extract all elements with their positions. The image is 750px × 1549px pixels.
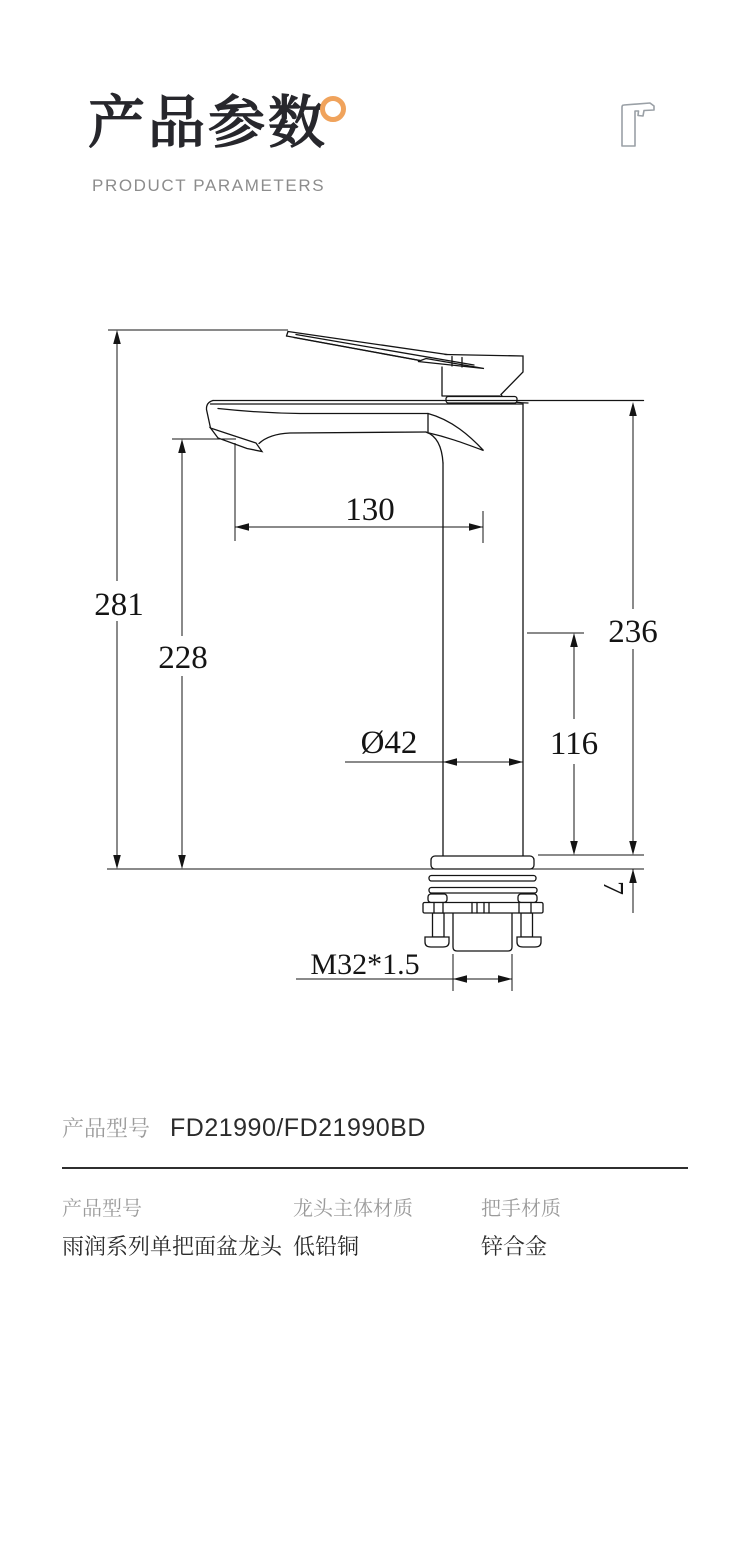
- dim-text-base-plate: 7: [597, 881, 628, 895]
- base-flange: [431, 856, 534, 869]
- spec-label: 把手材质: [481, 1198, 561, 1220]
- spec-label: 龙头主体材质: [293, 1198, 413, 1220]
- model-number-row: [62, 1112, 426, 1143]
- spout-body-curve: [427, 414, 484, 451]
- page-title: 产品参数: [88, 91, 328, 155]
- model-number-label: 产品型号: [62, 1116, 151, 1141]
- dim-text-thread-spec: M32*1.5: [310, 948, 420, 981]
- spec-column-model: [62, 1192, 282, 1261]
- spec-column-body-material: [293, 1192, 413, 1261]
- dim-text-upper-section: 116: [549, 726, 599, 762]
- spec-value: 雨润系列单把面盆龙头: [62, 1234, 283, 1259]
- dim-text-outlet-height: 228: [158, 640, 208, 676]
- threaded-shank: [453, 913, 512, 951]
- handle-body: [445, 355, 523, 395]
- dim-text-spout-reach: 130: [345, 492, 395, 528]
- spec-label: 产品型号: [62, 1198, 142, 1220]
- page-subtitle: PRODUCT PARAMETERS: [92, 176, 326, 195]
- spec-value: 低铅铜: [293, 1234, 360, 1259]
- model-number-value: FD21990/FD21990BD: [170, 1114, 426, 1142]
- section-divider: [62, 1167, 688, 1169]
- handle-pedestal: [446, 397, 517, 404]
- spec-value: 锌合金: [481, 1234, 548, 1259]
- dim-text-diameter: Ø42: [360, 725, 418, 761]
- dim-text-overall-height: 281: [94, 587, 144, 623]
- washer-plate-2: [429, 888, 537, 894]
- spec-column-handle-material: [481, 1192, 561, 1261]
- washer-plate-1: [429, 876, 536, 882]
- mount-screw-left: [433, 913, 445, 937]
- mounting-bracket: [423, 903, 543, 914]
- dim-text-body-height: 236: [608, 614, 658, 650]
- faucet-outline: [206, 332, 643, 952]
- mount-screw-right: [521, 913, 533, 937]
